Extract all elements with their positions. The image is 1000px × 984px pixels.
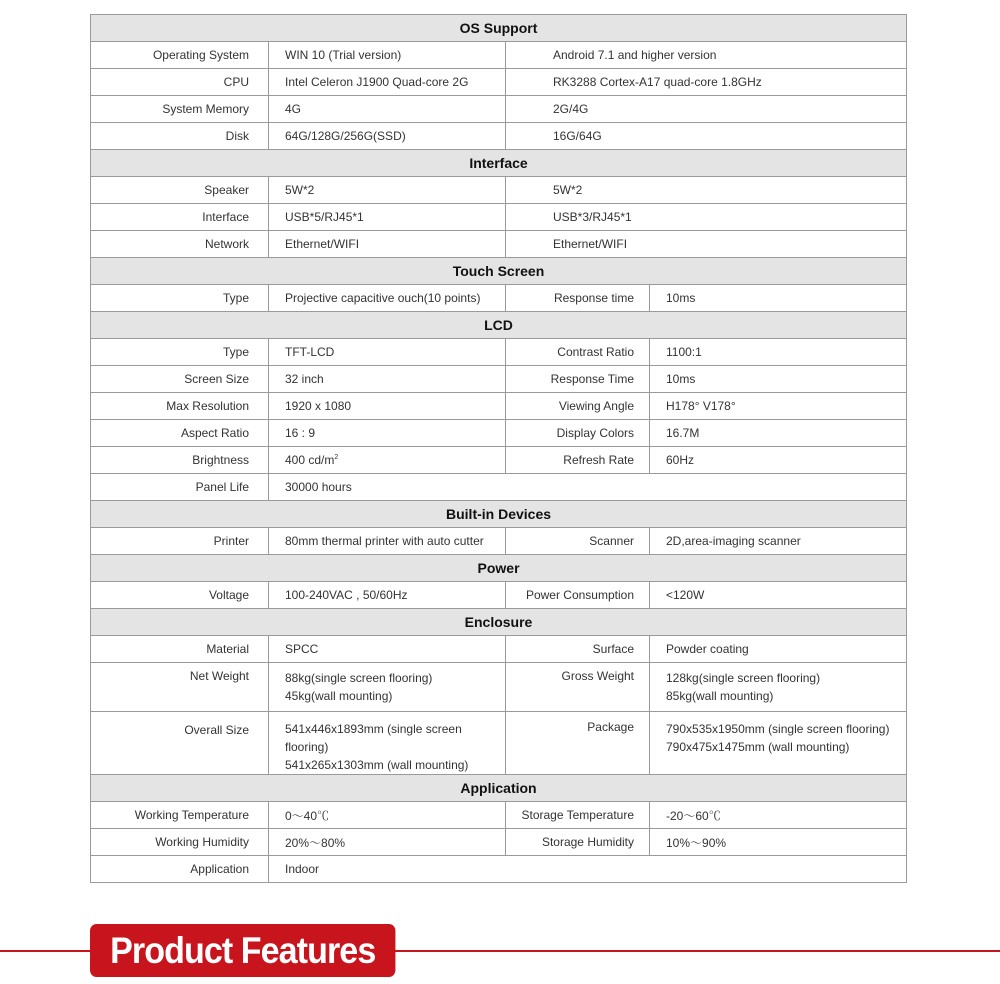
spec-value: 30000 hours: [269, 474, 907, 501]
spec-value: [269, 712, 506, 775]
spec-label: Power Consumption: [506, 582, 650, 609]
spec-label: Display Colors: [506, 420, 650, 447]
spec-value: RK3288 Cortex-A17 quad-core 1.8GHz: [506, 69, 907, 96]
spec-label: Working Temperature: [91, 802, 269, 829]
spec-value-line: 45kg(wall mounting): [285, 689, 393, 703]
spec-value: TFT-LCD: [269, 339, 506, 366]
spec-value-line: 541x265x1303mm (wall mounting): [285, 758, 469, 772]
spec-label: Operating System: [91, 42, 269, 69]
spec-table: [90, 14, 907, 883]
spec-value: <120W: [650, 582, 907, 609]
spec-value: Indoor: [269, 856, 907, 883]
spec-label: Max Resolution: [91, 393, 269, 420]
spec-value: -20～60℃: [650, 802, 907, 829]
spec-value-line: 790x475x1475mm (wall mounting): [666, 740, 850, 754]
spec-value: H178° V178°: [650, 393, 907, 420]
spec-label: System Memory: [91, 96, 269, 123]
spec-value: 2G/4G: [506, 96, 907, 123]
brightness-superscript: 2: [334, 454, 339, 461]
spec-label: Application: [91, 856, 269, 883]
spec-value: Ethernet/WIFI: [506, 231, 907, 258]
spec-label: Response Time: [506, 366, 650, 393]
spec-label: Surface: [506, 636, 650, 663]
spec-row: [91, 231, 907, 258]
spec-value: Ethernet/WIFI: [269, 231, 506, 258]
section-header-touch: Touch Screen: [91, 258, 907, 285]
section-header-power: Power: [91, 555, 907, 582]
spec-value: 10ms: [650, 366, 907, 393]
spec-row: [91, 582, 907, 609]
spec-row: [91, 420, 907, 447]
spec-label: Working Humidity: [91, 829, 269, 856]
spec-label: Brightness: [91, 447, 269, 474]
spec-value: WIN 10 (Trial version): [269, 42, 506, 69]
spec-label: Contrast Ratio: [506, 339, 650, 366]
spec-label: Response time: [506, 285, 650, 312]
spec-row: [91, 123, 907, 150]
spec-label: Screen Size: [91, 366, 269, 393]
spec-row: [91, 829, 907, 856]
spec-label: Net Weight: [91, 663, 269, 712]
spec-value: 100-240VAC , 50/60Hz: [269, 582, 506, 609]
section-header-os: OS Support: [91, 15, 907, 42]
spec-value-line: 88kg(single screen flooring): [285, 671, 433, 685]
section-header-enclosure: Enclosure: [91, 609, 907, 636]
section-header-lcd: LCD: [91, 312, 907, 339]
spec-value: 20%～80%: [269, 829, 506, 856]
spec-value: 16.7M: [650, 420, 907, 447]
spec-row: [91, 528, 907, 555]
spec-row: [91, 285, 907, 312]
spec-value: Powder coating: [650, 636, 907, 663]
spec-row: [91, 339, 907, 366]
spec-value: SPCC: [269, 636, 506, 663]
spec-row: [91, 802, 907, 829]
spec-row: [91, 393, 907, 420]
spec-label: Voltage: [91, 582, 269, 609]
spec-value-line: 128kg(single screen flooring): [666, 671, 821, 685]
spec-label: Aspect Ratio: [91, 420, 269, 447]
spec-label: Speaker: [91, 177, 269, 204]
spec-row: [91, 856, 907, 883]
spec-label: Gross Weight: [506, 663, 650, 712]
spec-label: Overall Size: [91, 712, 269, 775]
section-header-interface: Interface: [91, 150, 907, 177]
spec-row: [91, 177, 907, 204]
spec-label: Printer: [91, 528, 269, 555]
spec-value: USB*3/RJ45*1: [506, 204, 907, 231]
section-header-application: Application: [91, 775, 907, 802]
spec-value: 2D,area-imaging scanner: [650, 528, 907, 555]
spec-value: 16 : 9: [269, 420, 506, 447]
brightness-value: 400 cd/m: [285, 453, 335, 467]
spec-value: 5W*2: [506, 177, 907, 204]
spec-value: USB*5/RJ45*1: [269, 204, 506, 231]
spec-label: Scanner: [506, 528, 650, 555]
spec-row: [91, 69, 907, 96]
spec-label: CPU: [91, 69, 269, 96]
spec-value: 64G/128G/256G(SSD): [269, 123, 506, 150]
spec-value-line: 541x446x1893mm (single screen flooring): [285, 722, 462, 754]
spec-label: Disk: [91, 123, 269, 150]
spec-value: 16G/64G: [506, 123, 907, 150]
spec-row: [91, 663, 907, 712]
spec-label: Refresh Rate: [506, 447, 650, 474]
spec-value: [269, 663, 506, 712]
spec-value: 80mm thermal printer with auto cutter: [269, 528, 506, 555]
spec-row: [91, 447, 907, 474]
spec-value: Android 7.1 and higher version: [506, 42, 907, 69]
spec-value: Projective capacitive ouch(10 points): [269, 285, 506, 312]
spec-label: Material: [91, 636, 269, 663]
spec-label: Package: [506, 712, 650, 775]
spec-value: 32 inch: [269, 366, 506, 393]
spec-value: [269, 447, 506, 474]
spec-value: [650, 663, 907, 712]
spec-value: 0～40℃: [269, 802, 506, 829]
spec-label: Type: [91, 285, 269, 312]
spec-label: Panel Life: [91, 474, 269, 501]
spec-row: [91, 96, 907, 123]
spec-label: Type: [91, 339, 269, 366]
spec-label: Storage Humidity: [506, 829, 650, 856]
spec-row: [91, 474, 907, 501]
spec-value: [650, 712, 907, 775]
spec-value: 5W*2: [269, 177, 506, 204]
spec-value-line: 85kg(wall mounting): [666, 689, 774, 703]
spec-value: 4G: [269, 96, 506, 123]
spec-value-line: 790x535x1950mm (single screen flooring): [666, 722, 890, 736]
product-features-banner: Product Features: [90, 924, 395, 977]
spec-row: [91, 204, 907, 231]
spec-value: Intel Celeron J1900 Quad-core 2G: [269, 69, 506, 96]
spec-value: 10%～90%: [650, 829, 907, 856]
spec-row: [91, 366, 907, 393]
spec-label: Viewing Angle: [506, 393, 650, 420]
spec-row: [91, 42, 907, 69]
spec-label: Storage Temperature: [506, 802, 650, 829]
spec-label: Network: [91, 231, 269, 258]
spec-row: [91, 636, 907, 663]
spec-value: 1920 x 1080: [269, 393, 506, 420]
spec-row: [91, 712, 907, 775]
spec-value: 1100:1: [650, 339, 907, 366]
section-header-builtin: Built-in Devices: [91, 501, 907, 528]
spec-label: Interface: [91, 204, 269, 231]
spec-value: 60Hz: [650, 447, 907, 474]
spec-value: 10ms: [650, 285, 907, 312]
